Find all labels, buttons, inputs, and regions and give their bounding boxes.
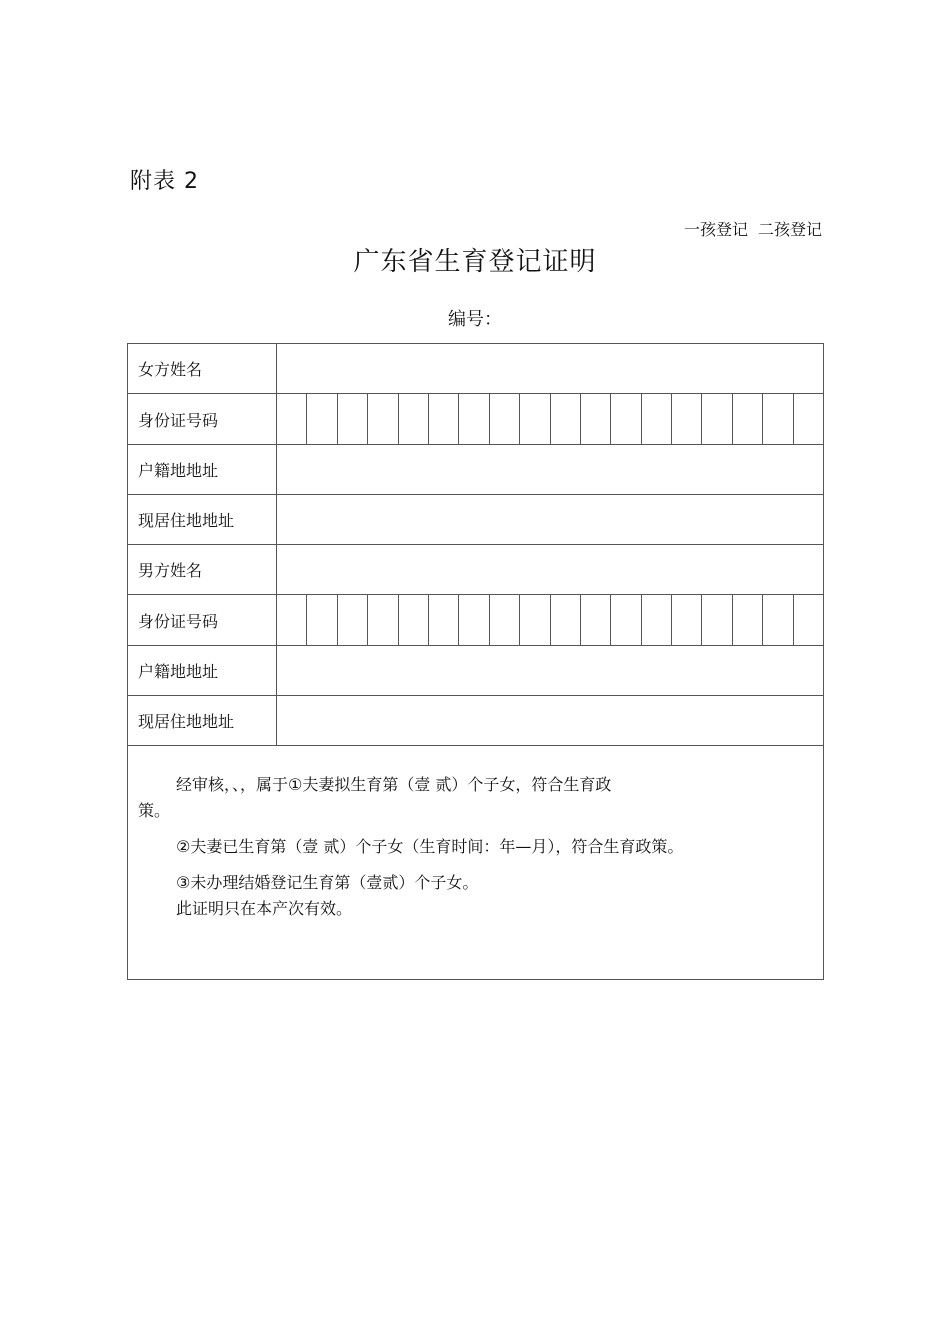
id-digit-box[interactable] (672, 394, 702, 444)
statement-clause-3: ③未办理结婚登记生育第（壹贰）个子女。 (176, 873, 479, 892)
male-name-field[interactable] (277, 545, 824, 595)
female-id-number-row (128, 394, 824, 445)
serial-number-label: 编号： (448, 309, 502, 330)
id-digit-box[interactable] (459, 394, 489, 444)
statement-cell (128, 746, 824, 980)
id-digit-box[interactable] (277, 394, 307, 444)
male-residence-address-label: 现居住地地址 (128, 696, 277, 746)
id-digit-box[interactable] (368, 394, 398, 444)
id-digit-box[interactable] (520, 394, 550, 444)
female-residence-address-label: 现居住地地址 (128, 495, 277, 545)
female-household-address-label: 户籍地地址 (128, 445, 277, 495)
id-digit-box[interactable] (307, 595, 337, 645)
id-digit-box[interactable] (672, 595, 702, 645)
id-digit-grid (277, 595, 823, 645)
female-residence-address-field[interactable] (277, 495, 824, 545)
id-digit-box[interactable] (642, 595, 672, 645)
male-name-label: 男方姓名 (128, 545, 277, 595)
id-digit-box[interactable] (429, 595, 459, 645)
id-digit-box[interactable] (399, 394, 429, 444)
male-household-address-row (128, 646, 824, 696)
registration-form-table (127, 343, 824, 980)
id-digit-box[interactable] (611, 394, 641, 444)
male-residence-address-field[interactable] (277, 696, 824, 746)
statement-text (128, 746, 823, 922)
female-name-field[interactable] (277, 344, 824, 394)
id-digit-box[interactable] (763, 394, 793, 444)
statement-clause-2: ②夫妻已生育第（壹 贰）个子女（生育时间：年—月），符合生育政策。 (176, 837, 684, 856)
male-name-row (128, 545, 824, 595)
id-digit-grid (277, 394, 823, 444)
id-digit-box[interactable] (733, 595, 763, 645)
attachment-label: 附表 2 (130, 169, 199, 194)
id-digit-box[interactable] (763, 595, 793, 645)
id-digit-box[interactable] (581, 595, 611, 645)
id-digit-box[interactable] (399, 595, 429, 645)
female-name-row (128, 344, 824, 394)
female-id-number-label: 身份证号码 (128, 394, 277, 445)
id-digit-box[interactable] (490, 394, 520, 444)
id-digit-box[interactable] (702, 394, 732, 444)
female-id-number-field[interactable] (277, 394, 824, 445)
female-residence-address-row (128, 495, 824, 545)
male-id-number-field[interactable] (277, 595, 824, 646)
register-type-first-child: 一孩登记 (683, 220, 748, 239)
id-digit-box[interactable] (490, 595, 520, 645)
male-household-address-field[interactable] (277, 646, 824, 696)
female-name-label: 女方姓名 (128, 344, 277, 394)
document-title: 广东省生育登记证明 (353, 247, 597, 277)
male-residence-address-row (128, 696, 824, 746)
id-digit-box[interactable] (551, 595, 581, 645)
id-digit-box[interactable] (551, 394, 581, 444)
statement-clause-1: 经审核，、，属于①夫妻拟生育第（壹 贰）个子女，符合生育政策。 (138, 775, 612, 820)
id-digit-box[interactable] (733, 394, 763, 444)
id-digit-box[interactable] (277, 595, 307, 645)
female-household-address-field[interactable] (277, 445, 824, 495)
male-household-address-label: 户籍地地址 (128, 646, 277, 696)
id-digit-box[interactable] (368, 595, 398, 645)
id-digit-box[interactable] (581, 394, 611, 444)
id-digit-box[interactable] (338, 394, 368, 444)
male-id-number-row (128, 595, 824, 646)
female-household-address-row (128, 445, 824, 495)
statement-validity-note: 此证明只在本产次有效。 (176, 899, 353, 918)
id-digit-box[interactable] (611, 595, 641, 645)
id-digit-box[interactable] (307, 394, 337, 444)
id-digit-box[interactable] (702, 595, 732, 645)
id-digit-box[interactable] (794, 595, 823, 645)
id-digit-box[interactable] (520, 595, 550, 645)
id-digit-box[interactable] (459, 595, 489, 645)
id-digit-box[interactable] (429, 394, 459, 444)
statement-row (128, 746, 824, 980)
id-digit-box[interactable] (642, 394, 672, 444)
id-digit-box[interactable] (794, 394, 823, 444)
id-digit-box[interactable] (338, 595, 368, 645)
register-type-options (684, 218, 822, 242)
register-type-second-child: 二孩登记 (757, 220, 822, 239)
male-id-number-label: 身份证号码 (128, 595, 277, 646)
